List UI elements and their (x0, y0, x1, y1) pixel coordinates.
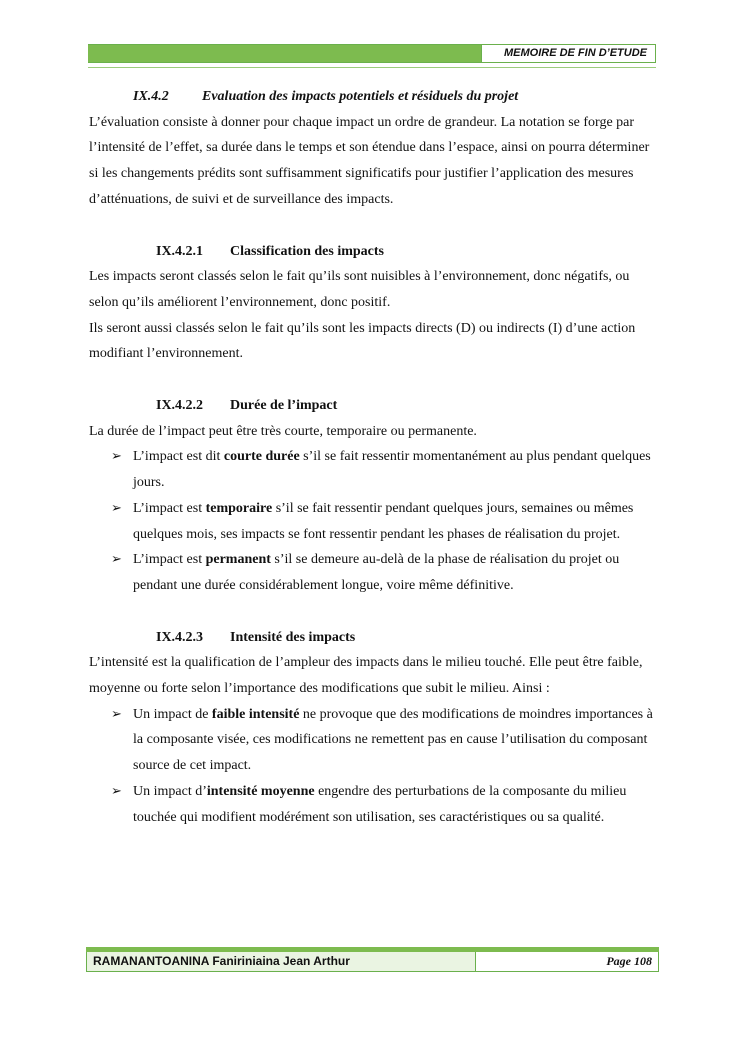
subsection-title: Intensité des impacts (230, 629, 356, 645)
subsection-number: IX.4.2.3 (156, 629, 204, 645)
bold-term: intensité moyenne (206, 783, 315, 799)
arrow-bullet-icon: ➢ (111, 783, 122, 799)
bold-term: courte durée (223, 449, 300, 465)
duree-bullet-list (89, 444, 654, 598)
subsection-number: IX.4.2.2 (156, 398, 204, 414)
list-item: ➢ L’impact est permanent s’il se demeure au-delà de la phase de réalisation du projet ou pendant une durée considérablement longue, voire même définitive. (89, 547, 654, 598)
subsection-number: IX.4.2.1 (156, 243, 204, 259)
header-rule (88, 63, 656, 68)
subsection-title: Classification des impacts (230, 243, 384, 259)
section-intro-paragraph: L’évaluation consiste à donner pour chaque impact un ordre de grandeur. La notation se forge par l’intensité de l’effet, sa durée dans le temps et son étendue dans l’espace, ainsi on pourra déterminer si les changements prédits sont suffisamment significatifs pour justifier l’application des mesures d’atténuations, de suivi et de surveillance des impacts. (89, 114, 650, 207)
section-title: Evaluation des impacts potentiels et résiduels du projet (202, 89, 519, 104)
list-item: ➢ Un impact d’intensité moyenne engendre des perturbations de la composante du milieu touchée qui modifient modérément son utilisation, ses caractéristiques ou sa qualité. (89, 779, 654, 830)
arrow-bullet-icon: ➢ (111, 706, 122, 722)
classification-paragraph-2: Ils seront aussi classés selon le fait qu’ils sont les impacts directs (D) ou indirects (I) d’une action modifiant l’environnement. (89, 320, 636, 362)
list-item: ➢ L’impact est temporaire s’il se fait ressentir pendant quelques jours, semaines ou mêmes quelques mois, ses impacts se font ressentir pendant les phases de réalisation du projet. (89, 496, 654, 547)
header-bar (88, 44, 656, 63)
footer-author: RAMANANTOANINA Faniriniaina Jean Arthur (87, 952, 476, 971)
list-item: ➢ Un impact de faible intensité ne provoque que des modifications de moindres importances à la composante visée, ces modifications ne remettent pas en cause l’utilisation du composant source de cet impact. (89, 702, 654, 779)
duree-intro-paragraph: La durée de l’impact peut être très courte, temporaire ou permanente. (89, 423, 477, 439)
header-green-band (88, 45, 481, 62)
subsection-title: Durée de l’impact (230, 398, 338, 414)
intensite-intro-paragraph: L’intensité est la qualification de l’ampleur des impacts dans le milieu touché. Elle peut être faible, moyenne ou forte selon l’importance des modifications que subit le milieu. Ainsi : (89, 655, 643, 697)
bold-term: temporaire (205, 500, 273, 516)
page-footer (86, 947, 659, 972)
arrow-bullet-icon: ➢ (111, 552, 122, 568)
page-number: Page 108 (606, 954, 652, 968)
document-body (89, 84, 654, 830)
arrow-bullet-icon: ➢ (111, 500, 122, 516)
bold-term: faible intensité (211, 706, 300, 722)
header-title: MEMOIRE DE FIN D’ETUDE (481, 45, 656, 62)
section-heading (89, 84, 654, 110)
subsection-heading-intensite (89, 625, 654, 651)
arrow-bullet-icon: ➢ (111, 449, 122, 465)
bold-term: permanent (205, 552, 271, 568)
page-header (88, 44, 656, 68)
classification-paragraph-1: Les impacts seront classés selon le fait qu’ils sont nuisibles à l’environnement, donc négatifs, ou selon qu’ils améliorent l’environnement, donc positif. (89, 269, 630, 310)
subsection-heading-duree (89, 393, 654, 419)
footer-row (86, 952, 659, 972)
intensite-bullet-list (89, 702, 654, 831)
list-item: ➢ L’impact est dit courte durée s’il se fait ressentir momentanément au plus pendant quelques jours. (89, 444, 654, 495)
subsection-heading-classification (89, 239, 654, 265)
section-number: IX.4.2 (133, 89, 169, 104)
